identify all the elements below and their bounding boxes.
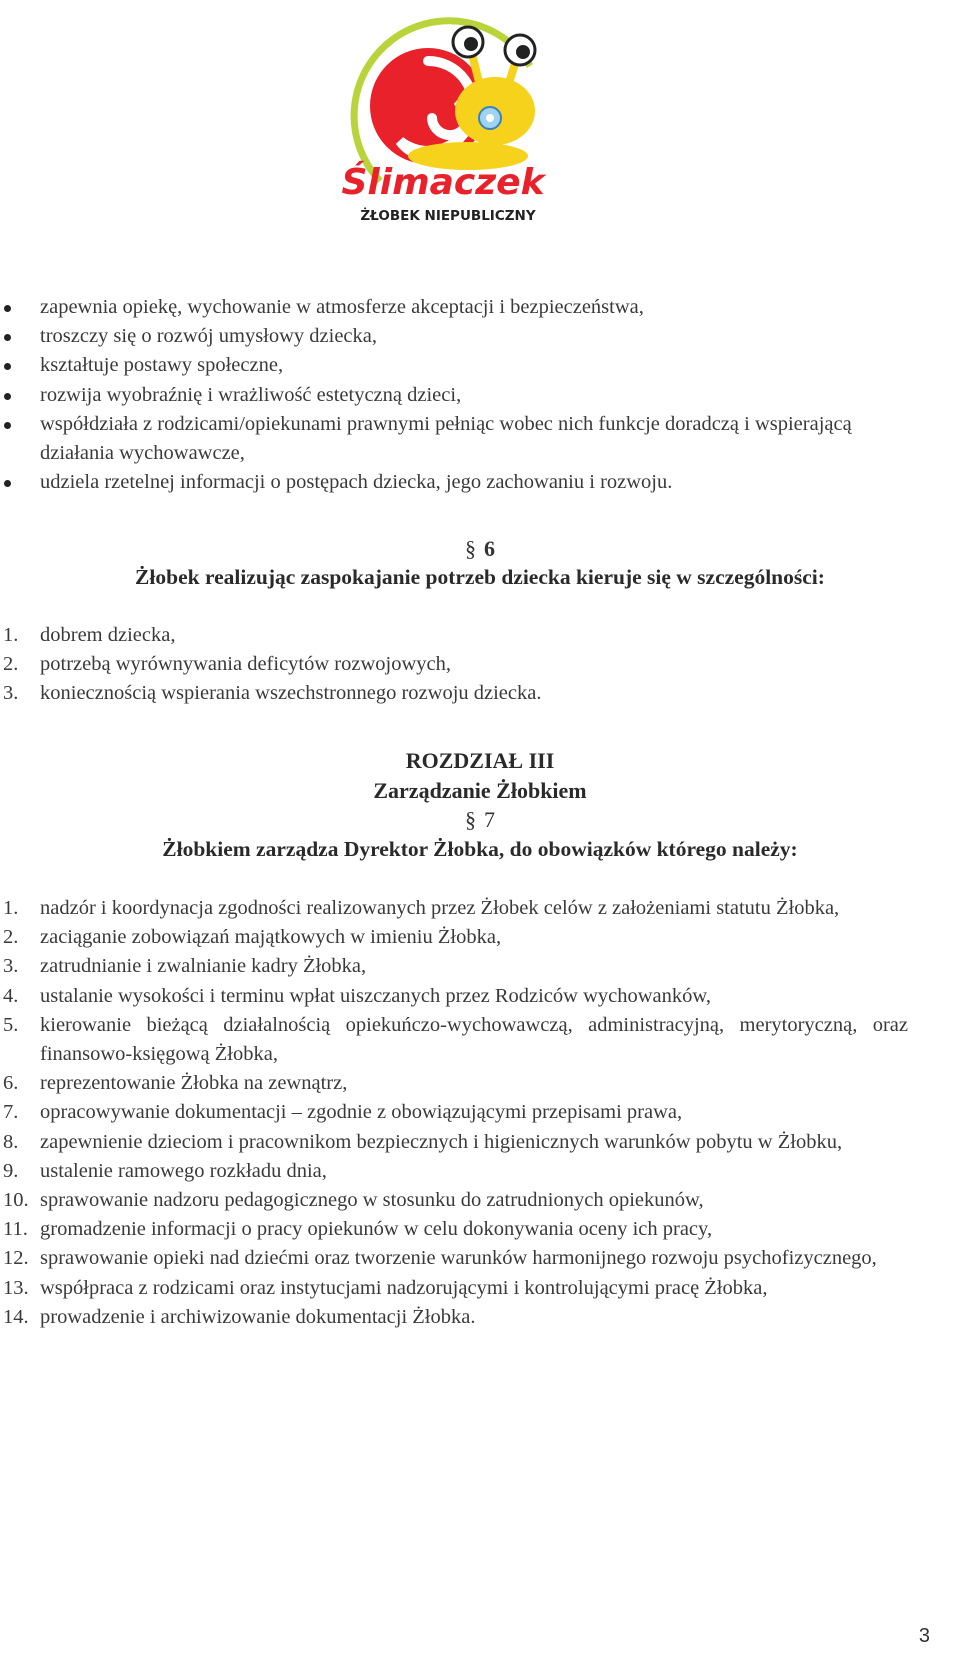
list-item: troszczy się o rozwój umysłowy dziecka, [0, 322, 960, 351]
bullet-icon [4, 480, 11, 487]
list-item: 7. opracowywanie dokumentacji – zgodnie z obowiązującymi przepisami prawa, [3, 1101, 683, 1124]
page-number: 3 [918, 1625, 930, 1647]
section-7-heading: Żłobkiem zarządza Dyrektor Żłobka, do obowiązków którego należy: [162, 837, 798, 861]
section-7-mark: § 7 [465, 807, 495, 832]
list-item: udziela rzetelnej informacji o postępach dziecka, jego zachowaniu i rozwoju. [0, 468, 960, 497]
list-item: 3. koniecznością wspierania wszechstronnego rozwoju dziecka. [3, 682, 542, 705]
bullet-icon [4, 393, 11, 400]
list-item: zapewnia opiekę, wychowanie w atmosferze akceptacji i bezpieczeństwa, [0, 293, 960, 322]
list-item: 1. dobrem dziecka, [3, 624, 176, 646]
section-6-list [0, 621, 960, 709]
list-item: 2. zaciąganie zobowiązań majątkowych w imieniu Żłobka, [3, 926, 502, 949]
bullet-icon [4, 334, 11, 341]
list-item: współdziała z rodzicami/opiekunami prawnymi pełniąc wobec nich funkcje doradczą i wspierającą działania wychowawcze, [0, 410, 960, 468]
section-6-heading: Żłobek realizując zaspokajanie potrzeb dziecka kieruje się w szczególności: [135, 565, 825, 589]
section-7-list [0, 894, 960, 1332]
list-item: rozwija wyobraźnię i wrażliwość estetyczną dzieci, [0, 381, 960, 410]
list-item: 2. potrzebą wyrównywania deficytów rozwojowych, [3, 653, 452, 676]
chapter-title: ROZDZIAŁ III [405, 748, 555, 773]
list-item: 11. gromadzenie informacji o pracy opiekunów w celu dokonywania oceny ich pracy, [3, 1218, 713, 1241]
list-item: 12. sprawowanie opieki nad dziećmi oraz tworzenie warunków harmonijnego rozwoju psychofizycznego, [3, 1247, 877, 1270]
list-item: 14. prowadzenie i archiwizowanie dokumentacji Żłobka. [3, 1305, 476, 1328]
list-item: 13. współpraca z rodzicami oraz instytucjami nadzorującymi i kontrolującymi pracę Żłobka, [3, 1276, 768, 1299]
bullet-icon [4, 422, 11, 429]
list-item: 6. reprezentowanie Żłobka na zewnątrz, [3, 1072, 348, 1095]
list-item: 5. kierowanie bieżącą działalnością opiekuńczo-wychowawczą, administracyjną, merytoryczną, oraz finansowo-księgową Żłobka, [3, 1013, 908, 1066]
list-item: kształtuje postawy społeczne, [0, 351, 960, 380]
list-item: 10. sprawowanie nadzoru pedagogicznego w stosunku do zatrudnionych opiekunów, [3, 1189, 704, 1212]
bullet-list [0, 293, 960, 497]
list-item: 4. ustalanie wysokości i terminu wpłat uiszczanych przez Rodziców wychowanków, [3, 984, 711, 1007]
chapter-subtitle: Zarządzanie Żłobkiem [373, 778, 587, 803]
list-item: 1. nadzór i koordynacja zgodności realizowanych przez Żłobek celów z założeniami statutu Żłobka, [3, 897, 840, 919]
bullet-icon [4, 305, 11, 312]
list-item: 8. zapewnienie dzieciom i pracownikom bezpiecznych i higienicznych warunków pobytu w Żłobku, [3, 1130, 843, 1153]
logo [340, 6, 560, 234]
section-6-mark: § 6 [465, 536, 495, 561]
svg-text:ŻŁOBEK NIEPUBLICZNY: ŻŁOBEK NIEPUBLICZNY [360, 208, 536, 224]
bullet-icon [4, 363, 11, 370]
list-item: 9. ustalenie ramowego rozkładu dnia, [3, 1159, 327, 1182]
svg-text:Ślimaczek: Ślimaczek [341, 162, 545, 203]
list-item: 3. zatrudnianie i zwalnianie kadry Żłobka, [3, 955, 367, 978]
snail-logo-icon [340, 6, 560, 234]
